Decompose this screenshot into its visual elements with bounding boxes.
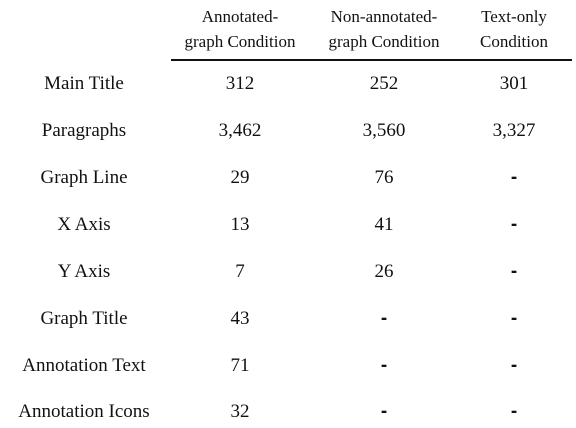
table-row — [0, 210, 576, 240]
table-cell: - — [510, 214, 518, 235]
row-label: Y Axis — [57, 261, 111, 282]
table-cell: - — [380, 308, 388, 329]
column-header-line: graph Condition — [184, 32, 296, 51]
table-cell: 26 — [374, 261, 394, 282]
table-cell: 29 — [230, 167, 250, 188]
table-cell: 43 — [230, 308, 250, 329]
table-row — [0, 163, 576, 193]
row-label: Graph Title — [40, 308, 128, 329]
table-row — [0, 304, 576, 334]
column-header-annotated — [168, 4, 312, 56]
table-row — [0, 116, 576, 146]
table-row — [0, 69, 576, 99]
row-label: Graph Line — [40, 167, 128, 188]
table-cell: 71 — [230, 355, 250, 376]
table-cell: 76 — [374, 167, 394, 188]
header-rule — [171, 59, 572, 61]
column-header-line: Annotated- — [201, 7, 279, 26]
table-row — [0, 351, 576, 381]
table-cell: 7 — [235, 261, 245, 282]
table-cell: 312 — [225, 73, 255, 94]
table-cell: - — [510, 401, 518, 422]
table-cell: - — [510, 355, 518, 376]
table-cell: 3,462 — [218, 120, 262, 141]
table-cell: 13 — [230, 214, 250, 235]
table-cell: 41 — [374, 214, 394, 235]
table-cell: - — [510, 167, 518, 188]
table-cell: 3,560 — [362, 120, 406, 141]
column-header-non-annotated — [312, 4, 456, 56]
table-row — [0, 257, 576, 287]
column-header-line: Condition — [479, 32, 548, 51]
column-header-line: Non-annotated- — [330, 7, 438, 26]
table-cell: - — [510, 308, 518, 329]
row-label: Annotation Text — [22, 355, 146, 376]
row-label: Paragraphs — [41, 120, 127, 141]
row-label: X Axis — [57, 214, 111, 235]
column-header-line: Text-only — [481, 7, 547, 26]
row-label: Main Title — [44, 73, 124, 94]
column-header-line: graph Condition — [328, 32, 440, 51]
table-cell: - — [510, 261, 518, 282]
table-cell: 301 — [499, 73, 529, 94]
table-cell: 32 — [230, 401, 250, 422]
row-label: Annotation Icons — [18, 401, 150, 422]
column-header-text-only — [456, 4, 572, 56]
table-row — [0, 397, 576, 427]
table-cell: - — [380, 401, 388, 422]
table-cell: 252 — [369, 73, 399, 94]
table-cell: - — [380, 355, 388, 376]
table-cell: 3,327 — [492, 120, 536, 141]
